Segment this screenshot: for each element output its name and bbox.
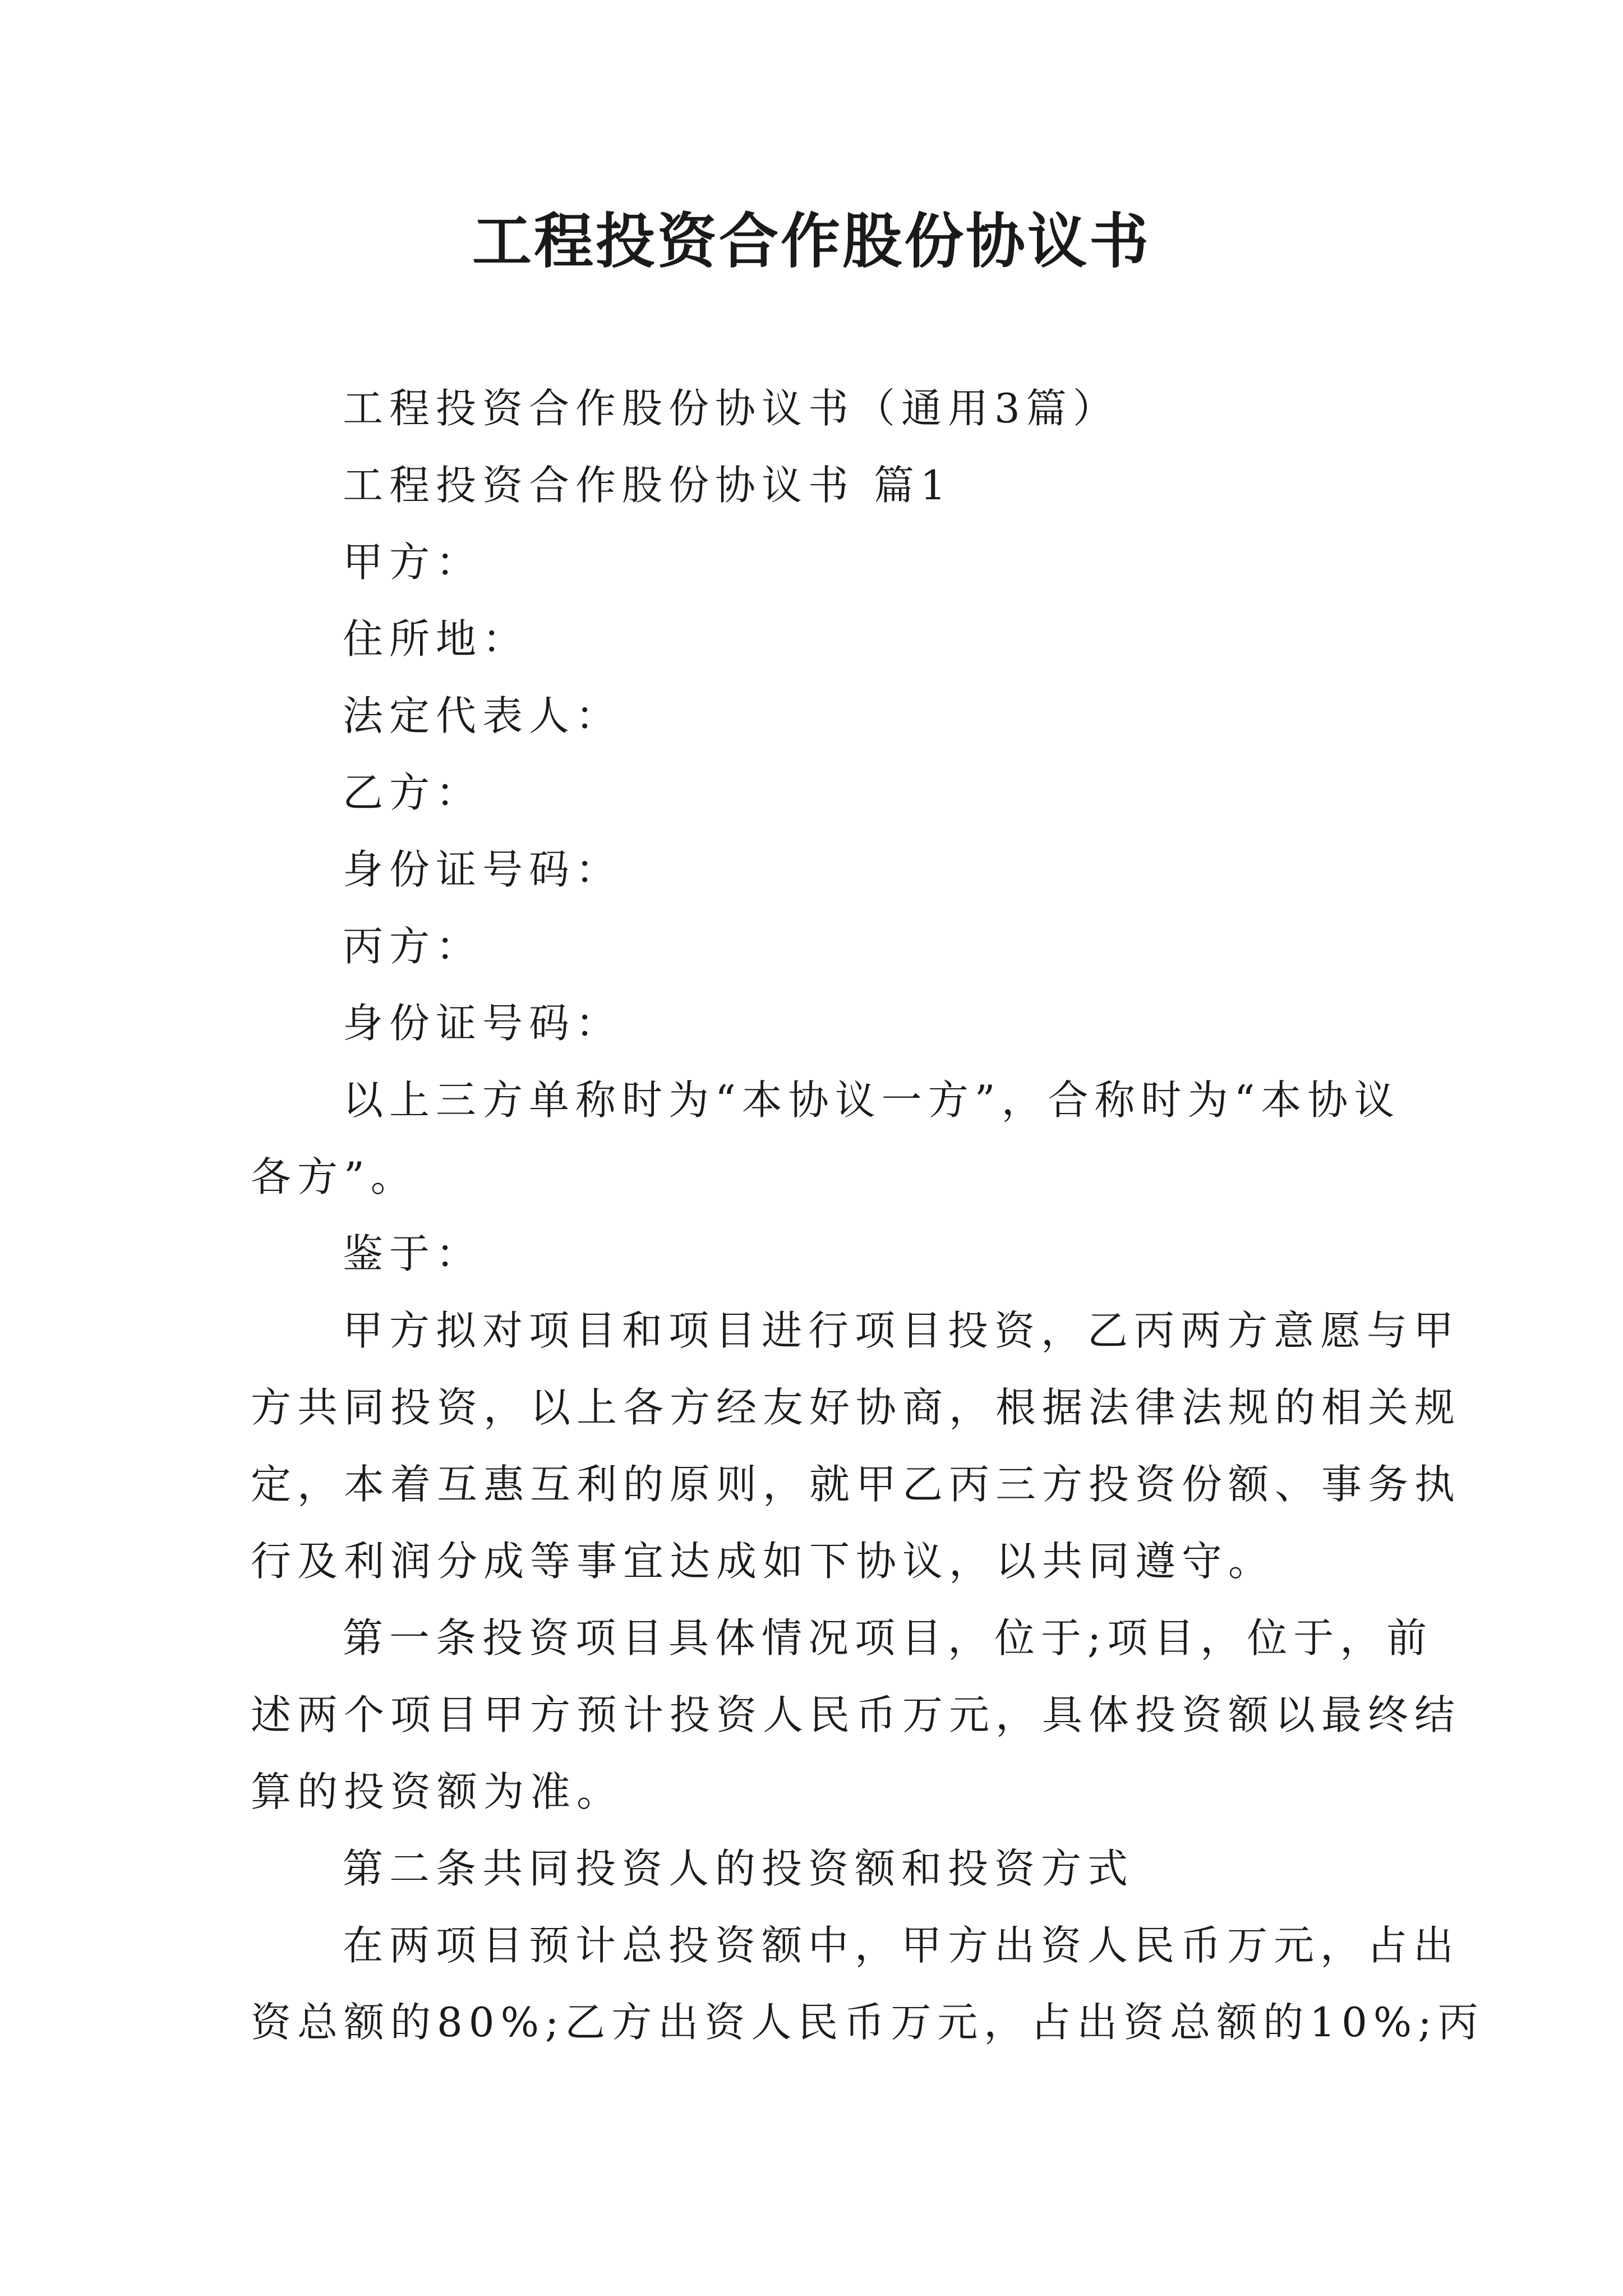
whereas-paragraph-line-4: 行及利润分成等事宜达成如下协议，以共同遵守。	[251, 1538, 1275, 1585]
parties-paragraph-line-2: 各方”。	[251, 1153, 417, 1200]
article2-line-1: 在两项目预计总投资额中，甲方出资人民币万元，占出	[343, 1922, 1460, 1969]
party-b-label: 乙方：	[343, 769, 483, 816]
document-title: 工程投资合作股份协议书	[472, 206, 1151, 276]
address-label: 住所地：	[343, 615, 529, 662]
article1-line-2: 述两个项目甲方预计投资人民币万元，具体投资额以最终结	[251, 1691, 1461, 1738]
subtitle-line: 工程投资合作股份协议书（通用3篇）	[343, 385, 1119, 432]
party-a-label: 甲方：	[343, 539, 483, 586]
party-b-id-label: 身份证号码：	[343, 846, 623, 893]
legal-rep-label: 法定代表人：	[343, 692, 623, 739]
whereas-paragraph-line-3: 定，本着互惠互利的原则，就甲乙丙三方投资份额、事务执	[251, 1461, 1461, 1508]
article1-line-1: 第一条投资项目具体情况项目，位于;项目，位于，前	[343, 1614, 1433, 1662]
party-c-label: 丙方：	[343, 923, 483, 970]
article1-line-3: 算的投资额为准。	[251, 1768, 624, 1815]
party-c-id-label: 身份证号码：	[343, 1000, 623, 1047]
article2-heading: 第二条共同投资人的投资额和投资方式	[343, 1845, 1135, 1892]
whereas-label: 鉴于：	[343, 1230, 483, 1277]
document-body	[251, 370, 1484, 2061]
section-heading: 工程投资合作股份协议书 篇1	[343, 462, 952, 509]
whereas-paragraph-line-2: 方共同投资，以上各方经友好协商，根据法律法规的相关规	[251, 1384, 1461, 1431]
article2-line-2: 资总额的80%;乙方出资人民币万元，占出资总额的10%;丙	[251, 1999, 1484, 2046]
whereas-paragraph-line-1: 甲方拟对项目和项目进行项目投资，乙丙两方意愿与甲	[343, 1307, 1460, 1354]
parties-paragraph-line-1: 以上三方单称时为“本协议一方”，合称时为“本协议	[343, 1076, 1401, 1124]
